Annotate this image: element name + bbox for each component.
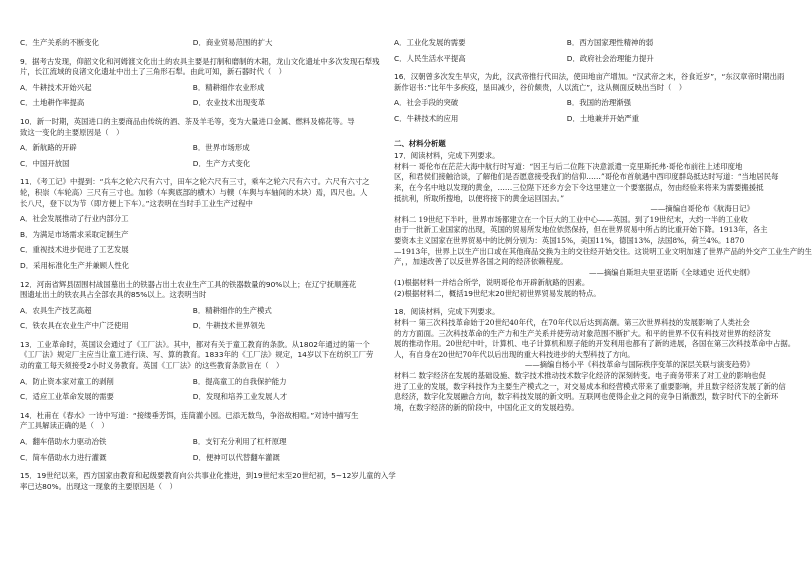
option[interactable]: A．新航路的开辟	[20, 143, 77, 153]
option[interactable]: D．政府社会治理能力提升	[566, 53, 654, 63]
question-17	[394, 151, 812, 299]
option[interactable]: A．社会手段的突破	[394, 98, 459, 108]
option[interactable]: B．世界市场形成	[192, 143, 250, 153]
material-text: 由于一批新工业国家的出现，英国的贸易所发地位依然保持，但在世界贸易中所占的比重开始下降。1913年，各主	[394, 225, 768, 235]
option[interactable]: C．人民生活水平提高	[394, 53, 466, 63]
option[interactable]: A．社会发展推动了行业内部分工	[20, 214, 129, 224]
question-text: 围遗址出土的铁农具占全部农具的85%以上。这表明当时	[20, 290, 207, 300]
option[interactable]: C．重视技术进步促进了工艺发展	[20, 245, 129, 255]
question-text: 15．19世纪以来，西方国家由教育和起级要教育向公共事业化推进，到19世纪末至20世纪初，5~12岁儿童的入学	[20, 471, 396, 481]
option[interactable]: D．土地兼并开始严重	[566, 113, 640, 123]
material-text: 人，有自身在20世纪70年代以后出现的重大科技进步的大型科技了方向。	[394, 349, 635, 359]
source-citation: ——摘编自斯坦夫里亚诺斯《全球通史 近代史纲》	[589, 267, 754, 277]
option[interactable]: B．支钉充分利用了杠杆原理	[192, 437, 287, 447]
material-text: 进了工业的发展，数字科技作为主要生产模式之一，对交易成本和经营模式带来了重要影响，并且数字经济发展了新的信	[394, 381, 786, 391]
left-column	[20, 38, 396, 492]
question-9	[20, 57, 380, 109]
option[interactable]: A．牛耕技术开始兴起	[20, 82, 92, 92]
question-text: 片，长江流域的良渚文化遗址中出土了三角形石犁。由此可知，新石器时代（ ）	[20, 67, 287, 77]
sub-question: (1)根据材料一并结合所学，说明哥伦布开辟新航路的因素。	[394, 278, 590, 288]
material-text: 要资本主义国家在世界贸易中的比例分别为：英国15%，美国11%，德国13%，法国8%，荷兰4%。1870	[394, 235, 745, 245]
question-text: 动的童工每天须接受2小时义务教育。英国《工厂法》的这些教育条款旨在（ ）	[20, 361, 284, 371]
question-15	[20, 471, 396, 492]
option[interactable]: D．采用标准化生产并兼顾人性化	[20, 260, 130, 270]
option[interactable]: B．为满足市场需求采取定制生产	[20, 229, 129, 239]
question-text: 长八尺，登下以为节（即方便上下车）。”这表明在当时手工业生产过程中	[20, 198, 253, 208]
question-11	[20, 177, 380, 271]
material-text: 抵抗利，所取所搜地，以便将接下的黄金运回国去。”	[394, 193, 565, 203]
question-text: 18．阅读材料，完成下列要求。	[394, 307, 500, 317]
option[interactable]: D．商业贸易范围的扩大	[192, 38, 273, 47]
option[interactable]: B．西方国家理性精神的弱	[566, 38, 654, 47]
question-13	[20, 340, 380, 403]
question-text: 新作诏书：”比年牛多疾疫，垦田减少，谷价颇贵，人以流亡”，这从侧面反映出当时（ ）	[394, 82, 687, 92]
question-text: 产工具解读正确的是（ ）	[20, 421, 109, 431]
option[interactable]: C．牛耕技术的应用	[394, 113, 459, 123]
question-text: 11．《考工记》中提到：“兵车之轮六尺有六寸，田车之轮六尺有三寸，乘车之轮六尺有六寸。六尺有六寸之	[20, 177, 370, 187]
question-14	[20, 411, 380, 463]
section-heading: 二、材料分析题	[394, 138, 446, 148]
option[interactable]: C．土地耕作率提高	[20, 98, 85, 108]
option[interactable]: A．工业化发展的需要	[394, 38, 466, 47]
option[interactable]: C．中国开放国	[20, 158, 70, 168]
material-text: 材料一 第三次科技革命始于20世纪40年代，在70年代以后达到高潮。第三次世界科技的发展影响了人类社会	[394, 318, 750, 328]
material-text: 息经济，数字化发展融合方向，数字科技发展的新文明。互联网也使得企业之间的竞争日渐激烈，数字时代下的全新环	[394, 392, 779, 402]
sub-question: (2)根据材料二，概括19世纪末20世纪初世界贸易发展的特点。	[394, 288, 601, 298]
q15-options	[394, 38, 754, 49]
material-text: 来，在今名中地以发现的黄金，……三位陛下还乡方会下令这里建立一个要塞据点，勿由经验来将来为需要搬援抵	[394, 182, 764, 192]
option[interactable]: C．适应工业革命发展的需要	[20, 392, 114, 402]
material-text: 的方方面面。三次科技革命的生产力和生产关系并使劳动对象范围不断扩大。和平的世界不仅有科技对世界的经济发	[394, 328, 771, 338]
question-text: 13．工业革命时，英国议会通过了《工厂法》。其中，都对有关于童工教育的条款。从1802年通过的第一个	[20, 339, 370, 349]
option[interactable]: C．简车借助水力进行灌溉	[20, 452, 107, 462]
q8-options	[20, 38, 380, 49]
option[interactable]: D．生产方式变化	[192, 158, 251, 168]
right-column	[394, 38, 812, 413]
material-text: 境，在数字经济的新的阶段中，中国化正文的发展趋势。	[394, 402, 579, 412]
question-10	[20, 117, 380, 169]
material-text: 材料二 数字经济在发展的基础设施、数字技术推动技术数字化经济的深刻转变。电子商务带来了对工业的影响也促	[394, 371, 766, 381]
material-text: 产，，加速改善了以反世界各国之间的经济依赖程度。	[394, 257, 568, 267]
question-text: 率已达80%。出现这一现象的主要原因是（ ）	[20, 481, 177, 491]
option[interactable]: A．翻车借助水力驱动冶铁	[20, 437, 107, 447]
material-text: 材料一 哥伦布在茫茫大海中航行时写道：“因王与后二位陛下决意派遣一克里斯托弗·哥伦布前往上述印度地	[394, 161, 743, 171]
material-text: —1913年，世界上以生产出口或在其他商品交换为主的交往经开始交往。这说明工业文明加速了世界产品的外交产工业生产的生	[394, 246, 812, 256]
option[interactable]: D．便神可以代替翻车灌溉	[192, 452, 280, 462]
material-two	[394, 214, 812, 279]
question-text: 9．据考古发现，仰韶文化和河姆渡文化出土的农具主要是打制和磨制的木耜，龙山文化遗址中多次发现石犁残	[20, 56, 380, 66]
question-16	[394, 72, 785, 124]
option[interactable]: A．农具生产技艺高超	[20, 305, 92, 315]
material-one	[394, 318, 796, 371]
question-text: 12．河南省辉县固围村战国墓出土的铁器占出土农业生产工具的铁器数量的90%以上；在辽宁抚顺莲花	[20, 279, 357, 289]
material-text: 区，和君侯们接触洽谈，了解他们是否愿意接受我们的信仰……”哥伦布首航遇中西印度群岛抵达时写道：“当地居民每	[394, 172, 779, 182]
source-citation: ——摘编自哥伦布《航海日记》	[650, 204, 754, 214]
material-two	[394, 371, 786, 413]
material-text: 材料二 19世纪下半叶，世界市场都建立在一个巨大的工业中心——英国。到了19世纪末，大约一半的工业收	[394, 214, 748, 224]
option[interactable]: D．农业技术出现变革	[192, 98, 266, 108]
option[interactable]: B．提高童工的自我保护能力	[192, 376, 287, 386]
option[interactable]: B．精耕细作的生产模式	[192, 305, 272, 315]
option[interactable]: B．我国的治理渐强	[566, 98, 631, 108]
option[interactable]: A．防止资本家对童工的剥削	[20, 376, 114, 386]
question-text: 致这一变化的主要原因是（ ）	[20, 127, 124, 137]
question-12	[20, 280, 380, 332]
question-text: 16．汉朝曾多次发生旱灾，为此，汉武帝推行代田法，使田地亩产增加。“汉武帝之末，谷食近岁”，“东汉章帝时期出雨	[394, 72, 785, 82]
option[interactable]: D．牛耕技术世界领先	[192, 321, 266, 331]
material-text: 展的推动作用。20世纪中叶，计算机、电子计算机和原子能的开发利用也都有了新的进展，各国在第三次科技革命中占据。	[394, 339, 796, 349]
question-text: 轮，积崇（车轮高）三尺有三寸也。加轸（车舆底部的横木）与轐（车舆与车轴间的木块）焉，四尺也。人	[20, 187, 368, 197]
option[interactable]: D．发现和培养工业发展人才	[192, 392, 288, 402]
question-text: 14．杜甫在《春水》一诗中写道：“接缕垂芳饵，连筒灌小园。已添无数鸟，争浴故相喧。”对诗中描写生	[20, 410, 359, 420]
option[interactable]: C．铁农具在农业生产中广泛使用	[20, 321, 129, 331]
question-text: 17．阅读材料，完成下列要求。	[394, 151, 500, 161]
question-text: 10．新一时期，英国进口的主要商品由传统的酒、茶及羊毛等，变为大量进口金属、燃料及棉花等。导	[20, 116, 355, 126]
question-18	[394, 307, 796, 413]
option[interactable]: B．精耕细作农业形成	[192, 82, 265, 92]
material-one	[394, 161, 779, 215]
source-citation: ——摘编自杨小平《科技革命与国际秩序变革的深层关联与演变趋势》	[524, 360, 754, 370]
question-text: 《工厂法》规定厂主应当让童工进行读、写、算的教育。1833年的《工厂法》规定，14岁以下在纺织工厂劳	[20, 350, 374, 360]
option[interactable]: C．生产关系的不断变化	[20, 38, 100, 47]
